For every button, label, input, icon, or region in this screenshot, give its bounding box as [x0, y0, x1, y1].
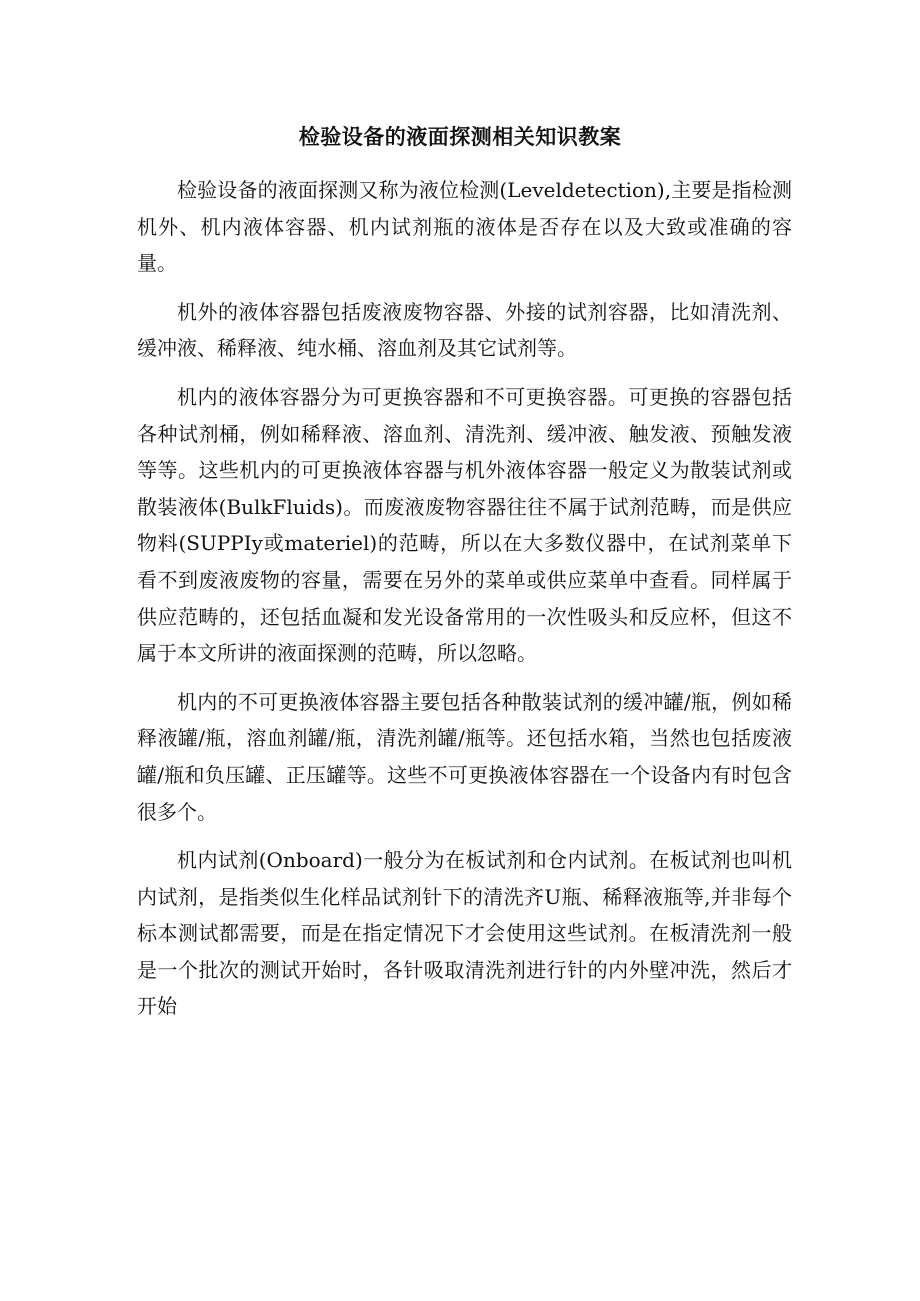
paragraph-4: 机内的不可更换液体容器主要包括各种散装试剂的缓冲罐/瓶，例如稀释液罐/瓶，溶血剂罐/瓶，清洗剂罐/瓶等。还包括水箱，当然也包括废液罐/瓶和负压罐、正压罐等。这些不可更换液体容器在一个设备内有时包含很多个。: [137, 689, 792, 824]
paragraph-3: 机内的液体容器分为可更换容器和不可更换容器。可更换的容器包括各种试剂桶，例如稀释液、溶血剂、清洗剂、缓冲液、触发液、预触发液等等。这些机内的可更换液体容器与机外液体容器一般定义为散装试剂或散装液体(BulkFluids)。而废液废物容器往往不属于试剂范畴，而是供应物料(SUPPIy或materiel)的范畴，所以在大多数仪器中，在试剂菜单下看不到废液废物的容量，需要在另外的菜单或供应菜单中查看。同样属于供应范畴的，还包括血凝和发光设备常用的一次性吸头和反应杯，但这不属于本文所讲的液面探测的范畴，所以忽略。: [137, 384, 792, 666]
document-title: 检验设备的液面探测相关知识教案: [298, 125, 622, 149]
paragraph-5: 机内试剂(Onboard)一般分为在板试剂和仓内试剂。在板试剂也叫机内试剂，是指类似生化样品试剂针下的清洗齐U瓶、稀释液瓶等,并非每个标本测试都需要，而是在指定情况下才会使用这些试剂。在板清洗剂一般是一个批次的测试开始时，各针吸取清洗剂进行针的内外壁冲洗，然后才开始: [137, 848, 792, 1019]
paragraph-1: 检验设备的液面探测又称为液位检测(Leveldetection),主要是指检测机外、机内液体容器、机内试剂瓶的液体是否存在以及大致或准确的容量。: [137, 178, 792, 276]
paragraph-2: 机外的液体容器包括废液废物容器、外接的试剂容器，比如清洗剂、缓冲液、稀释液、纯水桶、溶血剂及其它试剂等。: [137, 299, 792, 361]
document-body: [137, 172, 792, 1037]
